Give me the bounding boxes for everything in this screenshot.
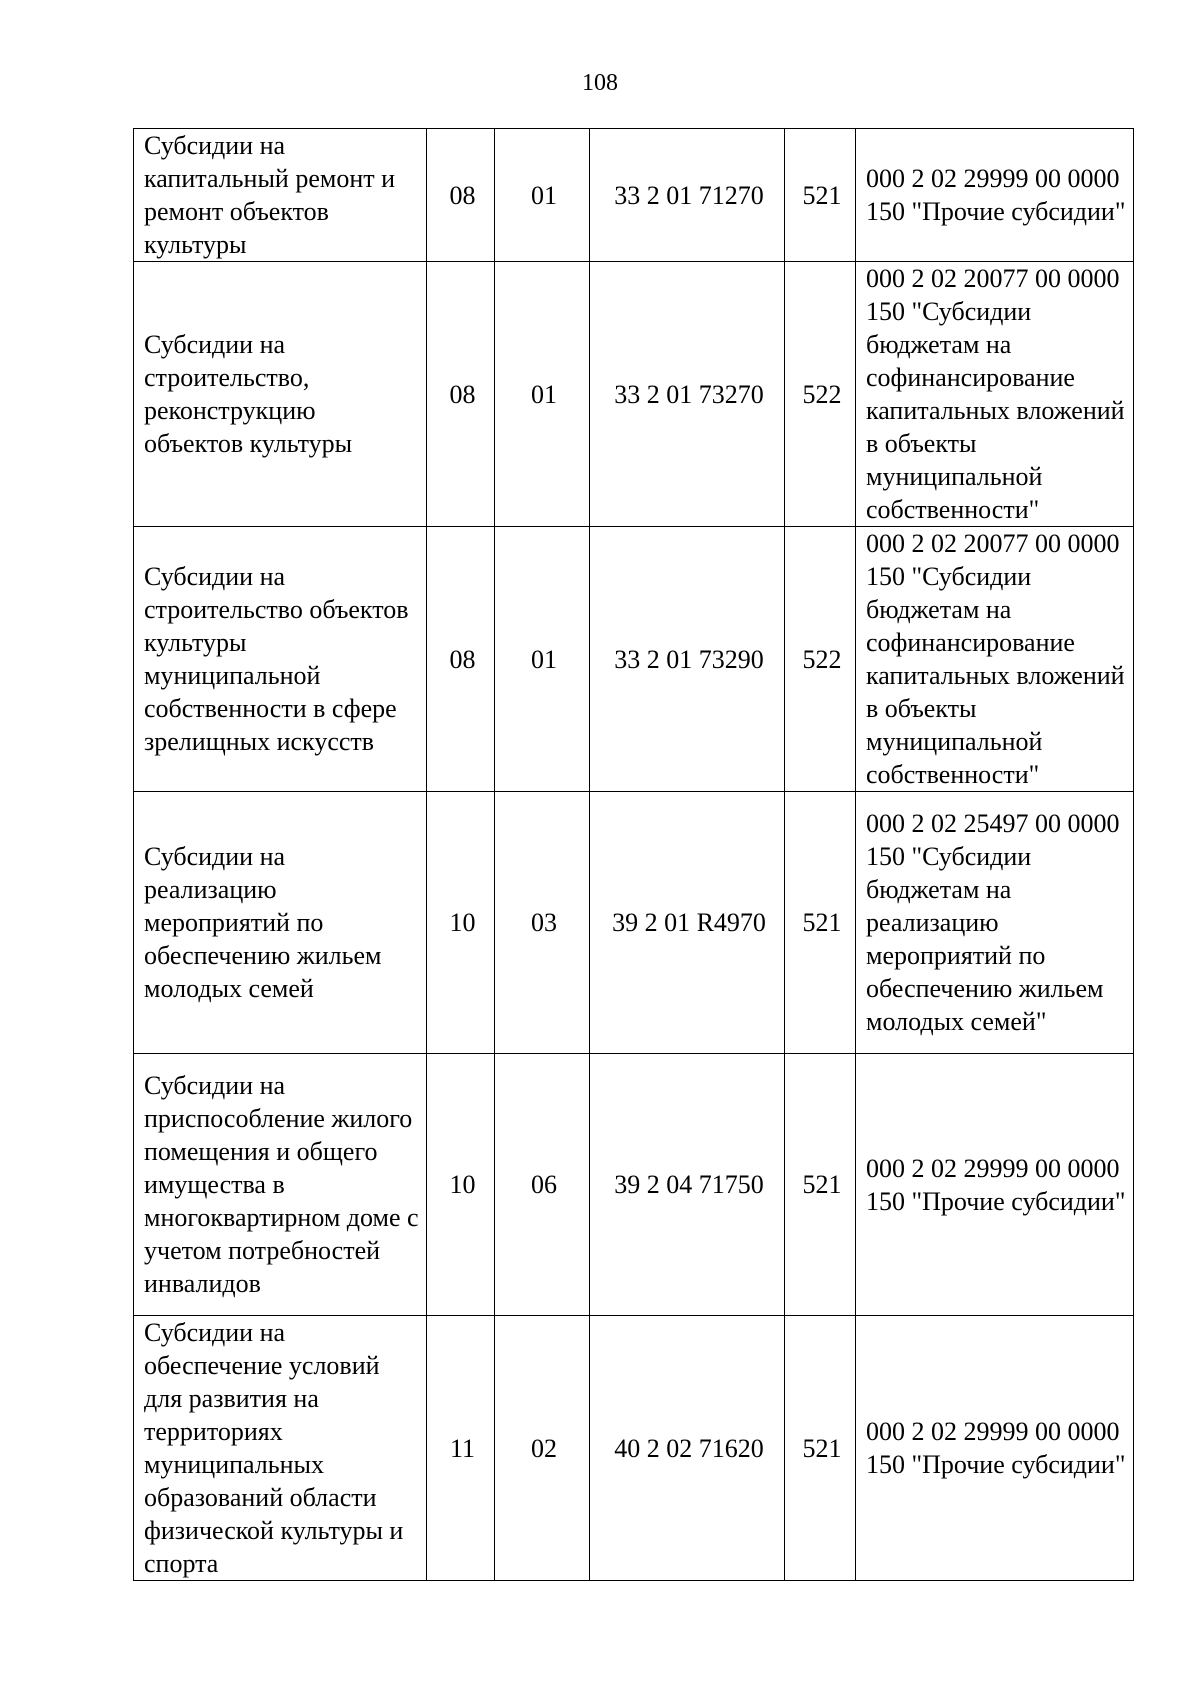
- section-cell: 11: [427, 1316, 495, 1581]
- revenue-code-cell: 000 2 02 25497 00 0000 150 "Субсидии бюджетам на реализацию мероприятий по обеспечению жильем молодых семей": [856, 792, 1134, 1054]
- section-cell: 10: [427, 792, 495, 1054]
- expense-type-cell: 521: [785, 1054, 856, 1316]
- target-code-cell: 39 2 04 71750: [590, 1054, 785, 1316]
- expense-type-cell: 521: [785, 1316, 856, 1581]
- table-row: [134, 527, 1134, 792]
- section-cell: 08: [427, 527, 495, 792]
- expense-type-cell: 522: [785, 262, 856, 527]
- revenue-code-cell: 000 2 02 29999 00 0000 150 "Прочие субсидии": [856, 1316, 1134, 1581]
- table-row: [134, 1054, 1134, 1316]
- expense-type-cell: 522: [785, 527, 856, 792]
- page-number: 108: [582, 70, 618, 96]
- target-code-cell: 39 2 01 R4970: [590, 792, 785, 1054]
- subsidy-name-cell: Субсидии на строительство объектов культуры муниципальной собственности в сфере зрелищных искусств: [134, 527, 427, 792]
- subsidy-name-cell: Субсидии на строительство, реконструкцию объектов культуры: [134, 262, 427, 527]
- expense-type-cell: 521: [785, 129, 856, 262]
- table-row: [134, 262, 1134, 527]
- revenue-code-cell: 000 2 02 29999 00 0000 150 "Прочие субсидии": [856, 129, 1134, 262]
- revenue-code-cell: 000 2 02 29999 00 0000 150 "Прочие субсидии": [856, 1054, 1134, 1316]
- subsection-cell: 06: [495, 1054, 590, 1316]
- subsection-cell: 01: [495, 262, 590, 527]
- subsection-cell: 02: [495, 1316, 590, 1581]
- target-code-cell: 33 2 01 71270: [590, 129, 785, 262]
- section-cell: 08: [427, 262, 495, 527]
- subsection-cell: 03: [495, 792, 590, 1054]
- target-code-cell: 33 2 01 73270: [590, 262, 785, 527]
- subsection-cell: 01: [495, 527, 590, 792]
- revenue-code-cell: 000 2 02 20077 00 0000 150 "Субсидии бюджетам на софинансирование капитальных вложений в объекты муниципальной собственности": [856, 527, 1134, 792]
- subsidy-name-cell: Субсидии на приспособление жилого помещения и общего имущества в многоквартирном доме с учетом потребностей инвалидов: [134, 1054, 427, 1316]
- section-cell: 10: [427, 1054, 495, 1316]
- subsidy-name-cell: Субсидии на реализацию мероприятий по обеспечению жильем молодых семей: [134, 792, 427, 1054]
- target-code-cell: 33 2 01 73290: [590, 527, 785, 792]
- subsidy-name-cell: Субсидии на капитальный ремонт и ремонт объектов культуры: [134, 129, 427, 262]
- expense-type-cell: 521: [785, 792, 856, 1054]
- section-cell: 08: [427, 129, 495, 262]
- target-code-cell: 40 2 02 71620: [590, 1316, 785, 1581]
- table-row: [134, 792, 1134, 1054]
- subsection-cell: 01: [495, 129, 590, 262]
- subsidies-table: [133, 128, 1134, 1581]
- revenue-code-cell: 000 2 02 20077 00 0000 150 "Субсидии бюджетам на софинансирование капитальных вложений в объекты муниципальной собственности": [856, 262, 1134, 527]
- table-row: [134, 1316, 1134, 1581]
- table-row: [134, 129, 1134, 262]
- subsidy-name-cell: Субсидии на обеспечение условий для развития на территориях муниципальных образований области физической культуры и спорта: [134, 1316, 427, 1581]
